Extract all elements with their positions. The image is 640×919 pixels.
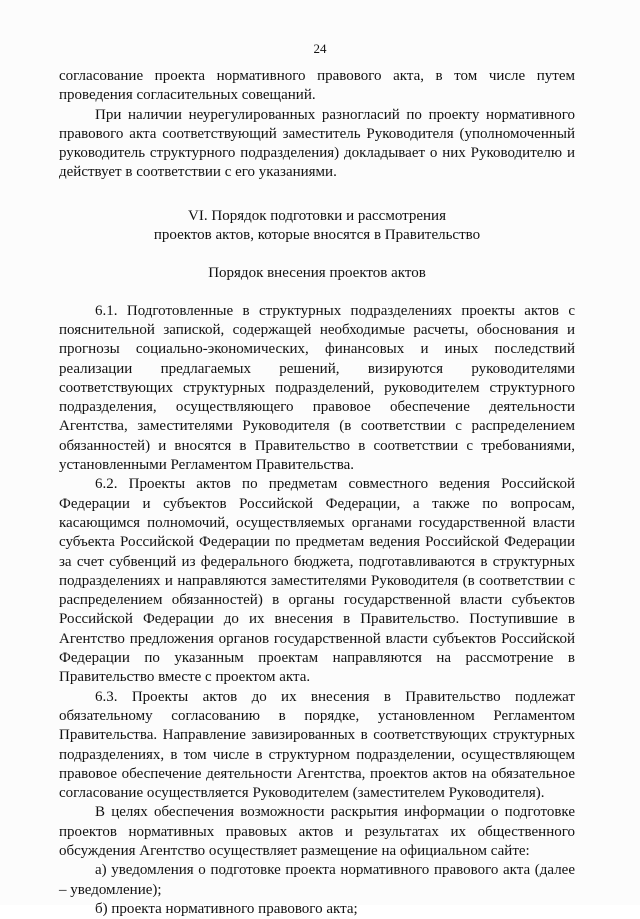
paragraph-6-1: 6.1. Подготовленные в структурных подразделениях проекты актов с пояснительной запиской, содержащей необходимые расчеты, обоснования и прогнозы социально-экономических, финансовых и иных последствий реализации предлагаемых решений, визируются руководителями соответствующих структурных подразделений, руководителем структурного подразделения, осуществляющего правовое обеспечение деятельности Агентства, заместителями Руководителя (в соответствии с распределением обязанностей) и вносятся в Правительство в соответствии с требованиями, установленными Регламентом Правительства. <box>59 302 575 474</box>
list-item-b: б) проекта нормативного правового акта; <box>95 900 358 917</box>
subheading: Порядок внесения проектов актов <box>208 265 426 282</box>
page-number: 24 <box>313 41 327 56</box>
paragraph-disclosure: В целях обеспечения возможности раскрытия информации о подготовке проектов нормативных правовых актов и результатах их общественного обсуждения Агентство осуществляет размещение на официальном сайте: <box>59 804 575 859</box>
paragraph-disagreements: При наличии неурегулированных разногласий по проекту нормативного правового акта соответствующий заместитель Руководителя (уполномоченный руководитель структурного подразделения) докладывает о них Руководителю и действует в соответствии с его указаниями. <box>59 106 575 181</box>
paragraph-6-2: 6.2. Проекты актов по предметам совместного ведения Российской Федерации и субъектов Российской Федерации, а также по вопросам, касающимся полномочий, осуществляемых органами государственной власти субъекта Российской Федерации по предметам ведения Российской Федерации за счет субвенций из федерального бюджета, подготавливаются в структурных подразделениях и направляются заместителями Руководителя (в соответствии с распределением обязанностей) в органы государственной власти субъектов Российской Федерации до их внесения в Правительство. Поступившие в Агентство предложения органов государственной власти субъектов Российской Федерации по указанным проектам направляются на рассмотрение в Правительство вместе с проектом акта. <box>59 476 575 686</box>
section-heading-line-2: проектов актов, которые вносятся в Правительство <box>153 227 481 244</box>
section-heading-line-1: VI. Порядок подготовки и рассмотрения <box>188 207 446 224</box>
document-body <box>59 67 575 919</box>
section-heading <box>59 207 575 246</box>
paragraph-6-3: 6.3. Проекты актов до их внесения в Правительство подлежат обязательному согласованию в порядке, установленном Регламентом Правительства. Направление завизированных в соответствующих структурных подразделениях, в том числе в структурном подразделении, осуществляющем правовое обеспечение деятельности Агентства, проектов актов на обязательное согласование осуществляется Руководителем (заместителем Руководителя). <box>59 688 575 802</box>
list-item-a: а) уведомления о подготовке проекта нормативного правового акта (далее – уведомление); <box>59 862 575 898</box>
paragraph-continuation: согласование проекта нормативного правового акта, в том числе путем проведения согласительных совещаний. <box>59 68 575 104</box>
